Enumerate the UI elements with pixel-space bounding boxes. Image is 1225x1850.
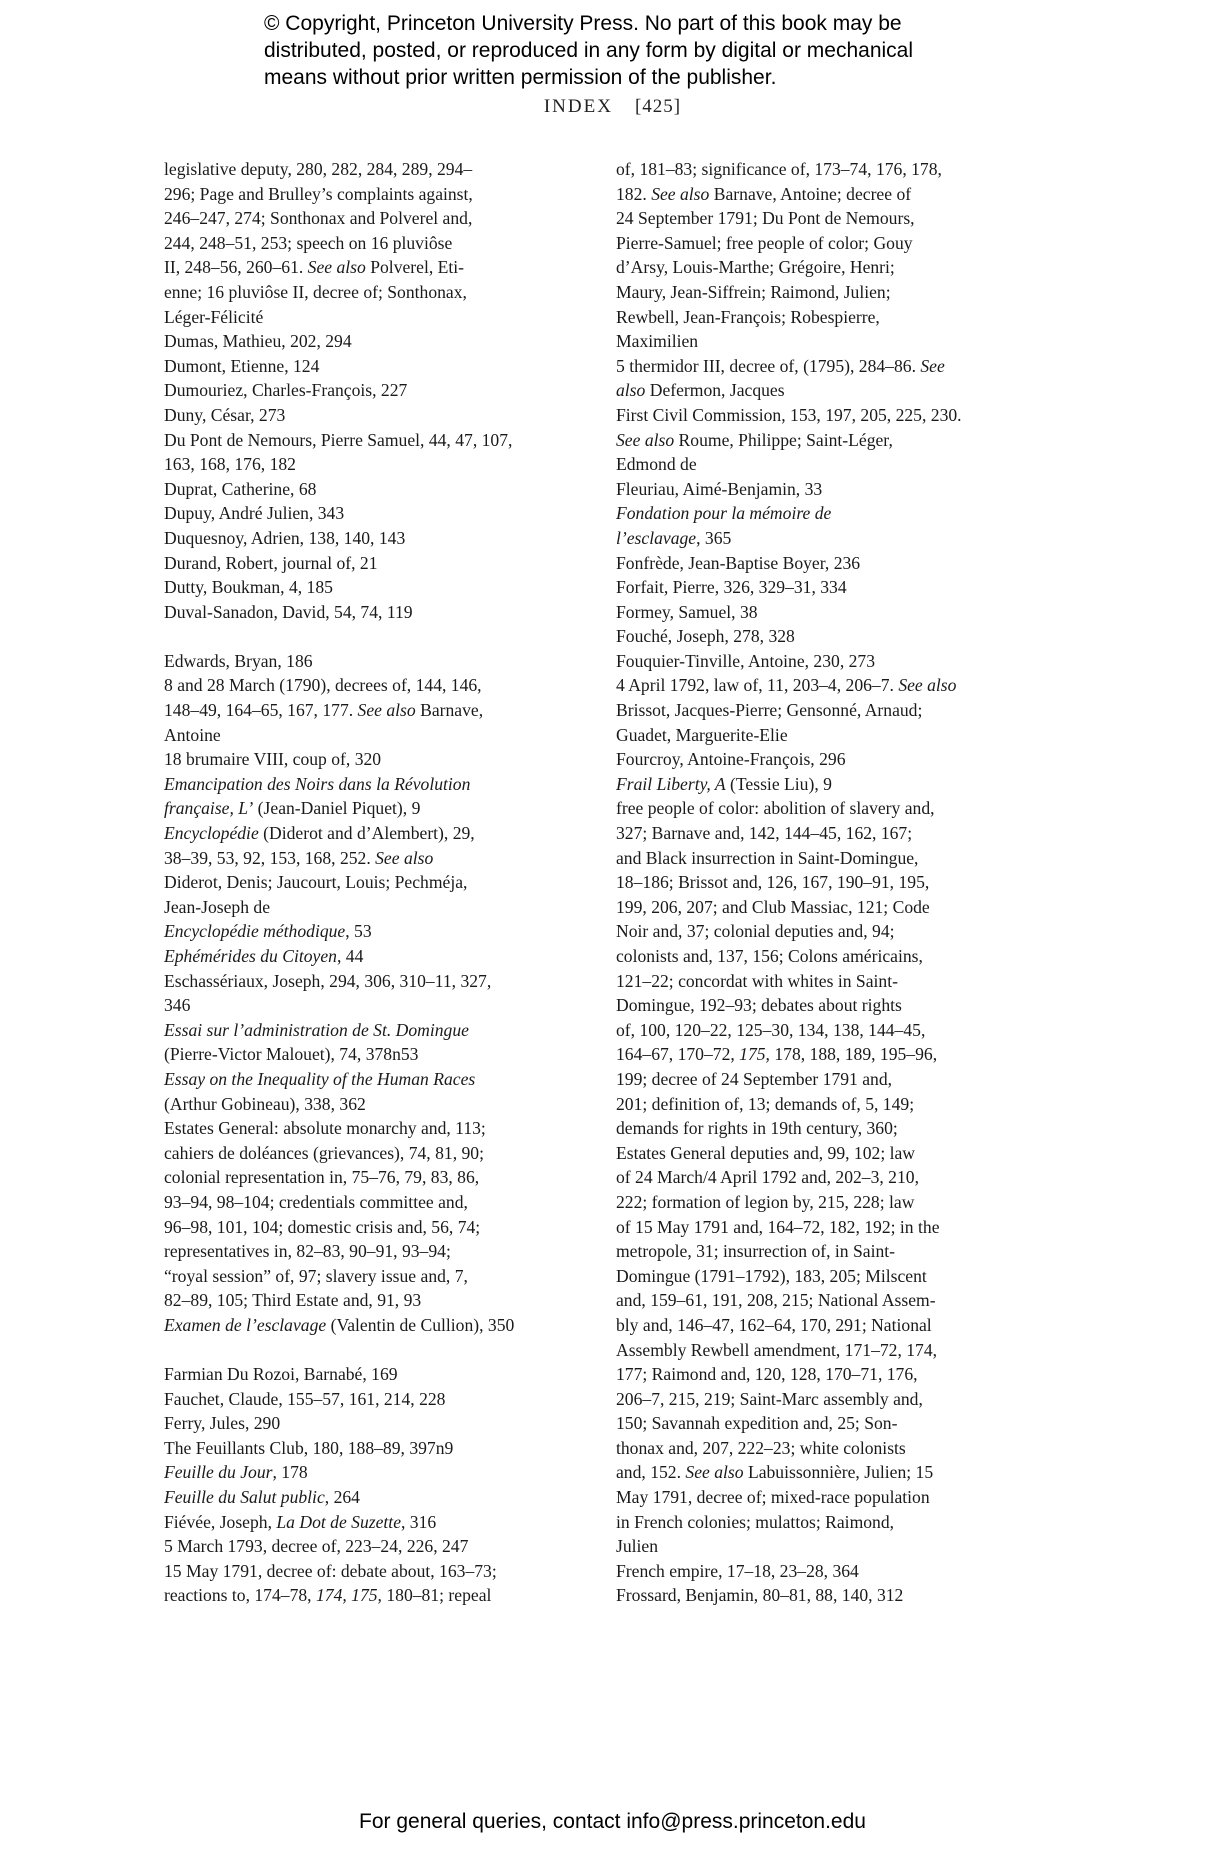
index-entry-line: 163, 168, 176, 182	[164, 454, 296, 475]
italic-text: Emancipation des Noirs dans la Révolution	[164, 773, 471, 794]
index-entry-line: 150; Savannah expedition and, 25; Son-	[616, 1413, 898, 1434]
index-entry-line: française, L’ (Jean-Daniel Piquet), 9	[164, 798, 421, 819]
index-entry-line: Fiévée, Joseph, La Dot de Suzette, 316	[164, 1511, 437, 1532]
index-entry	[164, 969, 584, 1018]
index-entry-line: 18–186; Brissot and, 126, 167, 190–91, 195,	[616, 872, 930, 893]
index-entry-line: 296; Page and Brulley’s complaints against,	[164, 183, 473, 204]
index-entry	[616, 600, 1036, 625]
index-entry	[164, 772, 584, 821]
index-entry-line: reactions to, 174–78, 174, 175, 180–81; repeal	[164, 1585, 492, 1606]
index-entry-line: (Pierre-Victor Malouet), 74, 378n53	[164, 1044, 419, 1065]
index-entry-line	[616, 501, 1036, 526]
index-entry-line: Du Pont de Nemours, Pierre Samuel, 44, 47, 107,	[164, 429, 513, 450]
italic-text: See also	[357, 700, 416, 721]
italic-text: Frail Liberty, A	[616, 773, 726, 794]
index-entry-line: 4 April 1792, law of, 11, 203–4, 206–7. See also	[616, 675, 957, 696]
index-entry-line: Pierre-Samuel; free people of color; Gouy	[616, 232, 913, 253]
index-entry-line: in French colonies; mulattos; Raimond,	[616, 1511, 895, 1532]
index-entry-line: Julien	[616, 1536, 659, 1557]
italic-text: also	[616, 380, 646, 401]
index-entry-line: and Black insurrection in Saint-Domingue,	[616, 847, 919, 868]
index-entry-line	[164, 1067, 584, 1092]
index-entry-line: 15 May 1791, decree of: debate about, 163–73;	[164, 1560, 497, 1581]
italic-text: See also	[898, 675, 957, 696]
index-entry-line: Rewbell, Jean-François; Robespierre,	[616, 306, 880, 327]
index-entry-line	[164, 1018, 584, 1043]
italic-text: La Dot de Suzette	[276, 1511, 401, 1532]
index-entry	[164, 1411, 584, 1436]
index-entry-line: Frossard, Benjamin, 80–81, 88, 140, 312	[616, 1585, 904, 1606]
index-entry-line: also Defermon, Jacques	[616, 380, 785, 401]
index-entry-line: of, 181–83; significance of, 173–74, 176, 178,	[616, 159, 942, 179]
index-entry-line: Léger-Félicité	[164, 306, 264, 327]
italic-text: 174, 175,	[315, 1585, 382, 1606]
index-entry-line: Duval-Sanadon, David, 54, 74, 119	[164, 601, 413, 622]
index-entry-line: 182. See also Barnave, Antoine; decree of	[616, 183, 912, 204]
index-entry	[164, 1116, 584, 1313]
index-entry-line: Domingue (1791–1792), 183, 205; Milscent	[616, 1265, 927, 1286]
index-entry-line: Formey, Samuel, 38	[616, 601, 758, 622]
index-entry	[164, 1534, 584, 1559]
italic-text: Encyclopédie	[164, 823, 259, 844]
index-entry	[164, 600, 584, 625]
index-entry-line: of, 100, 120–22, 125–30, 134, 138, 144–45,	[616, 1019, 926, 1040]
index-entry-line: 18 brumaire VIII, coup of, 320	[164, 749, 382, 770]
index-entry-line: Examen de l’esclavage (Valentin de Cullion), 350	[164, 1314, 515, 1335]
index-entry-line: Feuille du Jour, 178	[164, 1462, 308, 1483]
index-entry-line: Estates General: absolute monarchy and, 113;	[164, 1118, 486, 1139]
index-entry	[616, 1583, 1036, 1608]
index-entry-line: 327; Barnave and, 142, 144–45, 162, 167;	[616, 823, 913, 844]
index-entry-line: Dumas, Mathieu, 202, 294	[164, 331, 352, 352]
italic-text: See	[920, 355, 945, 376]
letter-group-gap	[164, 624, 584, 649]
index-entry-line: Maury, Jean-Siffrein; Raimond, Julien;	[616, 281, 891, 302]
index-entry-line: Ephémérides du Citoyen, 44	[164, 946, 364, 966]
index-entry-line: Fourcroy, Antoine-François, 296	[616, 749, 846, 770]
index-entry	[164, 1485, 584, 1510]
index-entry	[164, 1436, 584, 1461]
index-entry-line: Domingue, 192–93; debates about rights	[616, 995, 902, 1016]
italic-text: Fondation pour la mémoire de	[616, 503, 832, 524]
index-entry-line: Brissot, Jacques-Pierre; Gensonné, Arnaud;	[616, 700, 923, 721]
index-entry-line: Fauchet, Claude, 155–57, 161, 214, 228	[164, 1388, 446, 1409]
index-entry-line: Fouquier-Tinville, Antoine, 230, 273	[616, 650, 876, 671]
index-entry-line: 121–22; concordat with whites in Saint-	[616, 970, 898, 991]
index-column-right	[616, 157, 1036, 1608]
index-entry	[616, 796, 1036, 1558]
index-entry-line: Duny, César, 273	[164, 404, 286, 425]
index-entry-line: bly and, 146–47, 162–64, 170, 291; National	[616, 1314, 932, 1335]
page-number: [425]	[634, 96, 682, 117]
index-entry-line: Estates General deputies and, 99, 102; law	[616, 1142, 916, 1163]
index-entry-line: Durand, Robert, journal of, 21	[164, 552, 378, 573]
index-entry-line: 8 and 28 March (1790), decrees of, 144, 146,	[164, 675, 482, 696]
index-entry-line: Dumouriez, Charles-François, 227	[164, 380, 408, 401]
letter-group-gap	[164, 1338, 584, 1363]
index-entry-line: and, 159–61, 191, 208, 215; National Assem-	[616, 1290, 936, 1311]
index-entry	[616, 551, 1036, 576]
index-entry	[164, 329, 584, 354]
italic-text: See also	[375, 847, 434, 868]
index-entry-line: Jean-Joseph de	[164, 896, 271, 917]
index-entry	[616, 575, 1036, 600]
index-entry	[616, 157, 1036, 354]
index-entry	[164, 944, 584, 969]
index-entry-line: Noir and, 37; colonial deputies and, 94;	[616, 921, 895, 942]
index-entry-line: colonial representation in, 75–76, 79, 83, 86,	[164, 1167, 480, 1188]
footer-contact: For general queries, contact info@press.princeton.edu	[359, 1810, 866, 1833]
index-entry-line: free people of color: abolition of slavery and,	[616, 798, 935, 819]
italic-text: l’esclavage	[616, 527, 697, 548]
index-entry-line: 346	[164, 995, 191, 1016]
index-entry	[164, 354, 584, 379]
index-entry-line: Maximilien	[616, 331, 699, 352]
index-entry-line: Edmond de	[616, 454, 697, 475]
italic-text: Ephémérides du Citoyen	[164, 946, 337, 966]
italic-text: See also	[307, 257, 366, 278]
index-entry	[164, 428, 584, 477]
index-entry	[616, 673, 1036, 747]
index-entry	[616, 354, 1036, 403]
index-entry-line: II, 248–56, 260–61. See also Polverel, Eti-	[164, 257, 465, 278]
index-entry-line: 96–98, 101, 104; domestic crisis and, 56, 74;	[164, 1216, 481, 1237]
index-entry-line: Fouché, Joseph, 278, 328	[616, 626, 795, 647]
index-entry-line: enne; 16 pluviôse II, decree of; Sonthonax,	[164, 281, 467, 302]
index-entry	[616, 403, 1036, 477]
index-entry-line: Dupuy, André Julien, 343	[164, 503, 345, 524]
index-entry-line: l’esclavage, 365	[616, 527, 732, 548]
italic-text: Encyclopédie méthodique	[164, 921, 346, 942]
index-entry-line: d’Arsy, Louis-Marthe; Grégoire, Henri;	[616, 257, 895, 278]
index-entry-line: 222; formation of legion by, 215, 228; law	[616, 1191, 915, 1212]
index-entry	[164, 1018, 584, 1067]
index-entry-line: 177; Raimond and, 120, 128, 170–71, 176,	[616, 1364, 918, 1385]
index-entry-line: Diderot, Denis; Jaucourt, Louis; Pechméja,	[164, 872, 468, 893]
index-entry	[164, 1510, 584, 1535]
index-entry	[164, 378, 584, 403]
index-entry-line: thonax and, 207, 222–23; white colonists	[616, 1437, 906, 1458]
index-entry	[164, 821, 584, 919]
index-column-left	[164, 157, 584, 1608]
copyright-line: means without prior written permission of the publisher.	[264, 66, 777, 89]
index-entry	[164, 1387, 584, 1412]
copyright-notice	[264, 10, 1024, 91]
index-entry	[616, 772, 1036, 797]
index-entry-line: and, 152. See also Labuissonnière, Julien; 15	[616, 1462, 934, 1483]
index-entry	[616, 747, 1036, 772]
index-entry-line: 24 September 1791; Du Pont de Nemours,	[616, 208, 915, 229]
index-entry-line: Guadet, Marguerite-Elie	[616, 724, 788, 745]
index-entry-line: Duquesnoy, Adrien, 138, 140, 143	[164, 527, 406, 548]
index-entry-line: First Civil Commission, 153, 197, 205, 225, 230.	[616, 404, 962, 425]
index-entry-line: Fonfrède, Jean-Baptise Boyer, 236	[616, 552, 861, 573]
index-entry-line: Ferry, Jules, 290	[164, 1413, 281, 1434]
index-entry	[164, 649, 584, 674]
index-entry	[164, 575, 584, 600]
copyright-line: © Copyright, Princeton University Press. No part of this book may be	[264, 12, 902, 35]
index-entry-line: Forfait, Pierre, 326, 329–31, 334	[616, 577, 847, 598]
index-entry-line: “royal session” of, 97; slavery issue and, 7,	[164, 1265, 468, 1286]
italic-text: Feuille du Jour	[164, 1462, 273, 1483]
index-entry-line: demands for rights in 19th century, 360;	[616, 1118, 898, 1139]
index-entry	[164, 477, 584, 502]
italic-text: See also	[616, 429, 675, 450]
index-entry-line: 82–89, 105; Third Estate and, 91, 93	[164, 1290, 422, 1311]
index-entry	[164, 526, 584, 551]
italic-text: Examen de l’esclavage	[164, 1314, 327, 1335]
index-entry-line: representatives in, 82–83, 90–91, 93–94;	[164, 1241, 451, 1262]
index-entry-line: of 24 March/4 April 1792 and, 202–3, 210,	[616, 1167, 919, 1188]
index-entry-line: 164–67, 170–72, 175, 178, 188, 189, 195–96,	[616, 1044, 938, 1065]
index-entry-line: Farmian Du Rozoi, Barnabé, 169	[164, 1364, 398, 1385]
italic-text: Feuille du Salut public	[164, 1487, 325, 1508]
index-entry	[164, 1067, 584, 1116]
index-entry-line: The Feuillants Club, 180, 188–89, 397n9	[164, 1437, 454, 1458]
index-entry-line: legislative deputy, 280, 282, 284, 289, 294–	[164, 159, 473, 179]
index-entry-line: Feuille du Salut public, 264	[164, 1487, 360, 1508]
italic-text: française, L’	[164, 798, 254, 819]
index-entry-line: Dumont, Etienne, 124	[164, 355, 320, 376]
index-entry-line: 246–247, 274; Sonthonax and Polverel and,	[164, 208, 473, 229]
index-entry-line: 5 thermidor III, decree of, (1795), 284–86. See	[616, 355, 945, 376]
index-entry-line: Antoine	[164, 724, 221, 745]
index-entry-line: Edwards, Bryan, 186	[164, 650, 313, 671]
index-entry-line: of 15 May 1791 and, 164–72, 182, 192; in the	[616, 1216, 940, 1237]
index-entry-line: Encyclopédie méthodique, 53	[164, 921, 372, 942]
index-entry-line: (Arthur Gobineau), 338, 362	[164, 1093, 366, 1114]
index-entry	[616, 624, 1036, 649]
index-entry-line: cahiers de doléances (grievances), 74, 81, 90;	[164, 1142, 484, 1163]
index-entry	[164, 551, 584, 576]
italic-text: See also	[685, 1462, 744, 1483]
index-entry-line: 206–7, 215, 219; Saint-Marc assembly and,	[616, 1388, 923, 1409]
index-entry	[616, 649, 1036, 674]
index-entry	[616, 477, 1036, 502]
index-entry	[164, 919, 584, 944]
index-entry-line: 244, 248–51, 253; speech on 16 pluviôse	[164, 232, 453, 253]
index-entry	[164, 673, 584, 747]
index-entry	[164, 1313, 584, 1338]
index-entry-line: 93–94, 98–104; credentials committee and,	[164, 1191, 468, 1212]
index-entry-line: Frail Liberty, A (Tessie Liu), 9	[616, 773, 832, 794]
index-entry-line: Fleuriau, Aimé-Benjamin, 33	[616, 478, 823, 499]
index-entry-line: See also Roume, Philippe; Saint-Léger,	[616, 429, 893, 450]
index-entry-line: French empire, 17–18, 23–28, 364	[616, 1560, 859, 1581]
index-entry-line: 148–49, 164–65, 167, 177. See also Barnave,	[164, 700, 484, 721]
index-entry	[164, 1460, 584, 1485]
italic-text: See also	[651, 183, 710, 204]
index-entry-line: Eschassériaux, Joseph, 294, 306, 310–11, 327,	[164, 970, 492, 991]
index-entry-line: May 1791, decree of; mixed-race population	[616, 1487, 930, 1508]
index-entry-line: 38–39, 53, 92, 153, 168, 252. See also	[164, 847, 434, 868]
running-head-label: INDEX	[543, 96, 613, 117]
italic-text: Essai sur l’administration de St. Domingue	[164, 1019, 469, 1040]
index-entry	[164, 157, 584, 329]
index-entry-line: Dutty, Boukman, 4, 185	[164, 577, 333, 598]
index-entry	[164, 1362, 584, 1387]
italic-text: Essay on the Inequality of the Human Races	[164, 1068, 476, 1089]
index-entry-line: 5 March 1793, decree of, 223–24, 226, 247	[164, 1536, 469, 1557]
running-head	[0, 96, 1225, 118]
index-entry-line: 201; definition of, 13; demands of, 5, 149;	[616, 1093, 915, 1114]
index-entry-line: 199, 206, 207; and Club Massiac, 121; Code	[616, 896, 930, 917]
index-entry-line: metropole, 31; insurrection of, in Saint-	[616, 1241, 896, 1262]
index-entry	[616, 501, 1036, 550]
index-entry-line: Assembly Rewbell amendment, 171–72, 174,	[616, 1339, 938, 1360]
index-entry-line: Duprat, Catherine, 68	[164, 478, 317, 499]
index-entry-line: 199; decree of 24 September 1791 and,	[616, 1068, 893, 1089]
index-entry	[616, 1559, 1036, 1584]
index-entry-line: Encyclopédie (Diderot and d’Alembert), 29,	[164, 823, 475, 844]
index-entry-line	[164, 772, 584, 797]
index-entry	[164, 1559, 584, 1608]
index-entry	[164, 747, 584, 772]
index-entry	[164, 403, 584, 428]
index-entry	[164, 501, 584, 526]
index-entry-line: colonists and, 137, 156; Colons américains,	[616, 946, 923, 966]
copyright-line: distributed, posted, or reproduced in any form by digital or mechanical	[264, 39, 914, 62]
italic-text: 175,	[739, 1044, 770, 1065]
